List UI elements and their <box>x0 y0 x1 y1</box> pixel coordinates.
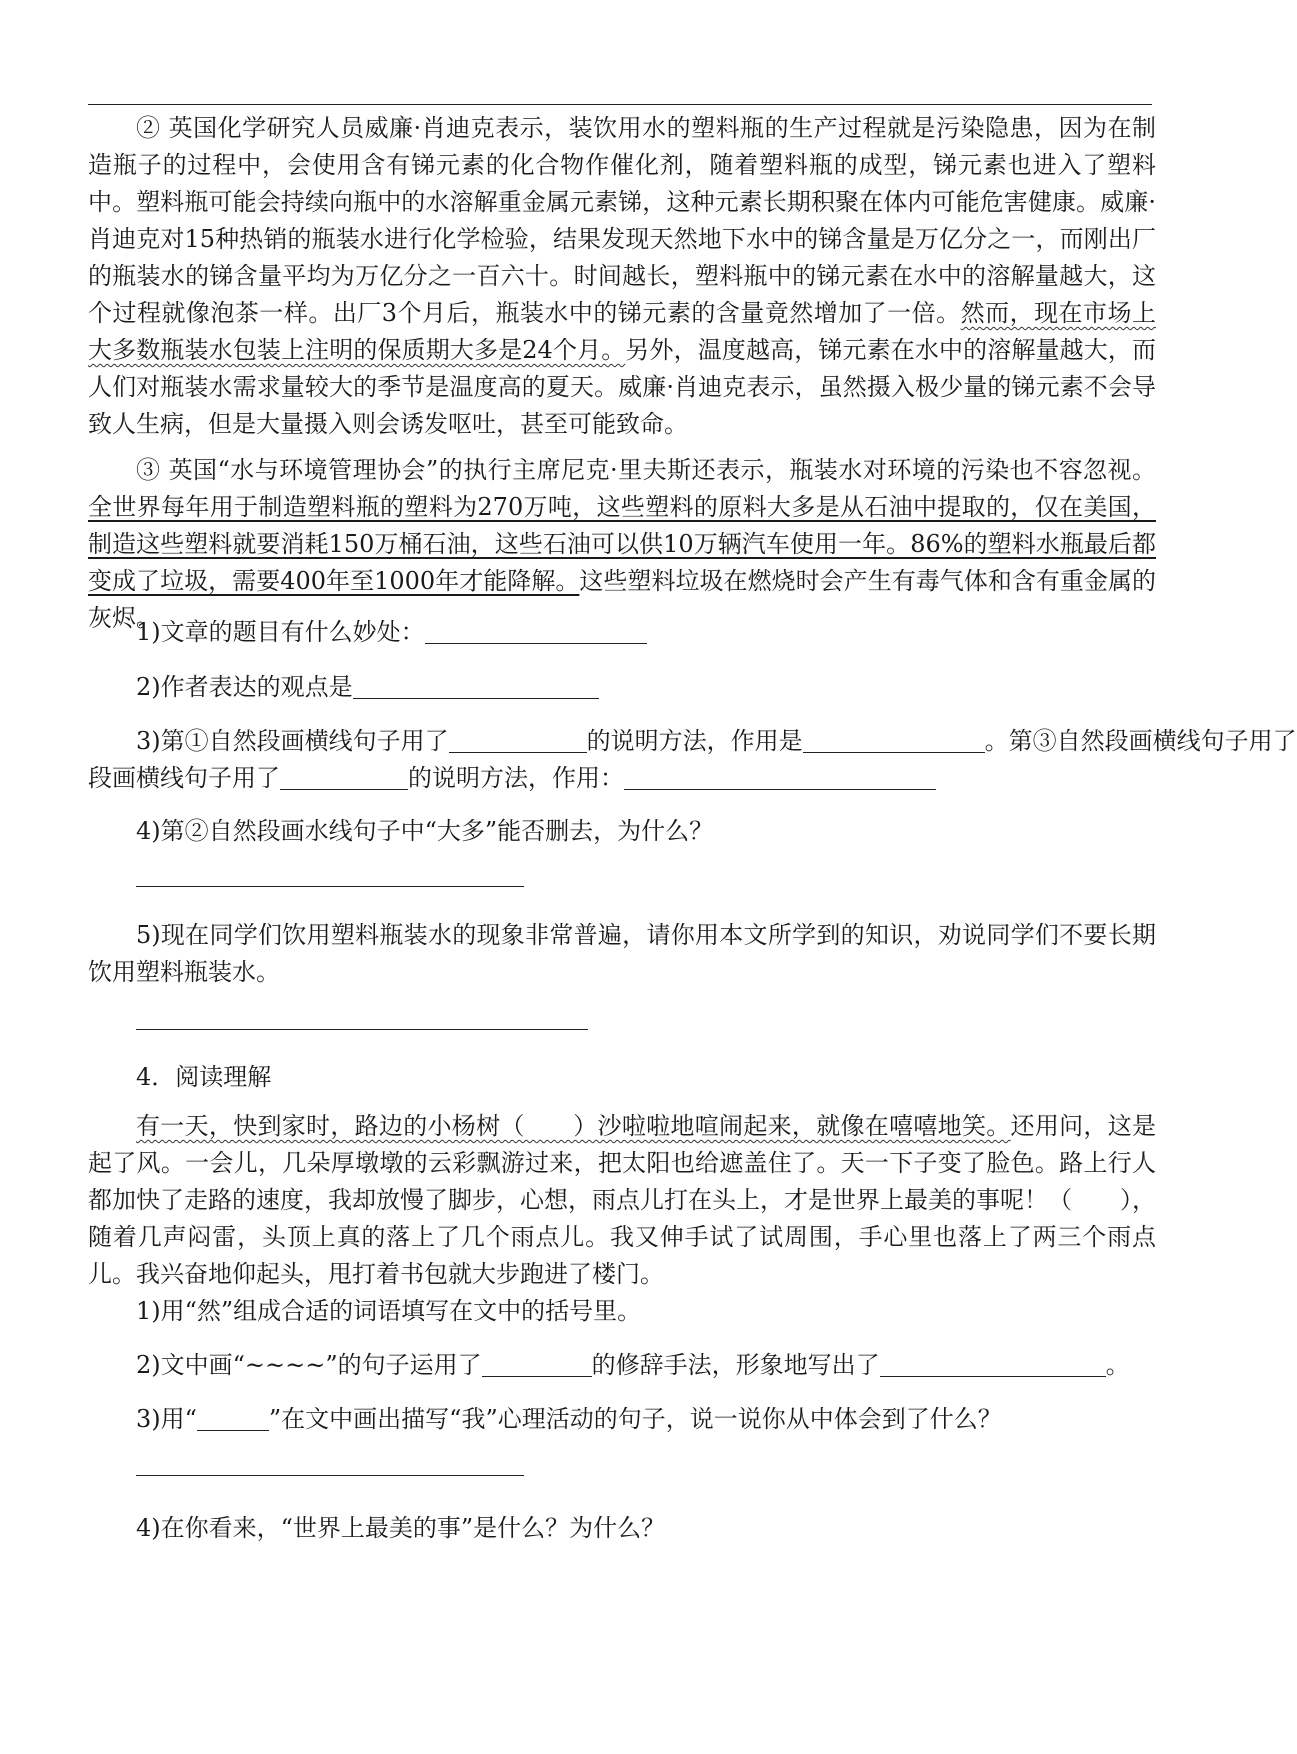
question-4-answer-line[interactable] <box>136 886 524 887</box>
question-5 <box>88 917 1156 991</box>
paragraph-2-text-b: 另外，温度越高，锑元素在水中的溶解量越大，而人们对瓶装水需求量较大的季节是温度高的夏天。威廉·肖迪克表示，虽然摄入极少量的锑元素不会导致人生病，但是大量摄入则会诱发呕吐，甚至可能致命。 <box>88 336 1156 438</box>
section-4-question-2-text-b: 的修辞手法，形象地写出了 <box>591 1351 880 1379</box>
story-text: 还用问，这是起了风。一会儿，几朵厚墩墩的云彩飘游过来，把太阳也给遮盖住了。天一下子变了脸色。路上行人都加快了走路的速度，我却放慢了脚步，心想，雨点儿打在头上，才是世界上最美的事呢！（ ），随着几声闷雷，头顶上真的落上了几个雨点儿。我又伸手试了试周围，手心里也落上了两三个雨点儿。我兴奋地仰起头，甩打着书包就大步跑进了楼门。 <box>88 1112 1157 1288</box>
paragraph-2 <box>88 110 1156 443</box>
section-4-question-3-underline-sample <box>197 1408 269 1431</box>
question-4 <box>136 811 713 846</box>
paragraph-3-text-b: 这些塑料垃圾在燃烧时会产生有毒气体和含有重金属的灰烬。 <box>88 567 1156 632</box>
section-4-question-3-answer-line[interactable] <box>136 1475 524 1476</box>
question-4-text: 4)第②自然段画水线句子中“大多”能否删去，为什么？ <box>136 817 714 845</box>
question-3-blank-3[interactable] <box>280 763 408 790</box>
question-3-text-c: 。第③自然段画横线句子用了 <box>984 727 1297 755</box>
question-1 <box>136 612 647 647</box>
question-3-text-b: 的说明方法，作用是 <box>586 727 803 755</box>
question-1-text: 1)文章的题目有什么妙处： <box>136 618 425 646</box>
question-5-answer-line[interactable] <box>136 1029 588 1030</box>
section-4-question-3-text-b: ”在文中画出描写“我”心理活动的句子，说一说你从中体会到了什么？ <box>268 1405 1002 1433</box>
paragraph-2-wavy-sentence: 然而，现在市场上大多数瓶装水包装上注明的保质期大多是24个月。 <box>88 299 1156 364</box>
section-4-question-2-text-c: 。 <box>1105 1351 1130 1379</box>
story-paragraph <box>88 1108 1156 1293</box>
question-2-blank[interactable] <box>353 672 599 699</box>
section-4-question-1-text: 1)用“然”组成合适的词语填写在文中的括号里。 <box>136 1297 642 1325</box>
question-3-line-1 <box>136 721 1297 756</box>
question-3-blank-1[interactable] <box>449 726 587 753</box>
section-4-question-4-text: 4)在你看来，“世界上最美的事”是什么？为什么？ <box>136 1514 666 1542</box>
section-4-question-3-text-a: 3)用“ <box>136 1405 197 1433</box>
paragraph-3 <box>88 452 1156 637</box>
question-3-line-2 <box>88 758 936 793</box>
section-4-question-2-blank-1[interactable] <box>482 1350 592 1377</box>
section-4-question-3 <box>136 1399 1002 1434</box>
paragraph-2-text-a: ② 英国化学研究人员威廉·肖迪克表示，装饮用水的塑料瓶的生产过程就是污染隐患，因为在制造瓶子的过程中，会使用含有锑元素的化合物作催化剂，随着塑料瓶的成型，锑元素也进入了塑料中。塑料瓶可能会持续向瓶中的水溶解重金属元素锑，这种元素长期积聚在体内可能危害健康。威廉·肖迪克对15种热销的瓶装水进行化学检验，结果发现天然地下水中的锑含量是万亿分之一，而刚出厂的瓶装水的锑含量平均为万亿分之一百六十。时间越长，塑料瓶中的锑元素在水中的溶解量越大，这个过程就像泡茶一样。出厂3个月后，瓶装水中的锑元素的含量竟然增加了一倍。 <box>88 114 1156 327</box>
section-4-question-2-text-a: 2)文中画“~~~~”的句子运用了 <box>136 1351 482 1379</box>
question-3-text-a: 3)第①自然段画横线句子用了 <box>136 727 449 755</box>
question-2-text: 2)作者表达的观点是 <box>136 673 353 701</box>
question-2 <box>136 667 599 702</box>
question-3-blank-4[interactable] <box>624 763 936 790</box>
question-3-blank-2[interactable] <box>803 726 985 753</box>
section-4-question-1 <box>136 1291 641 1326</box>
question-5-text: 5)现在同学们饮用塑料瓶装水的现象非常普遍，请你用本文所学到的知识，劝说同学们不要长期饮用塑料瓶装水。 <box>88 921 1156 986</box>
section-4-question-2 <box>136 1345 1130 1380</box>
paragraph-3-text-a: ③ 英国“水与环境管理协会”的执行主席尼克·里夫斯还表示，瓶装水对环境的污染也不容忽视。 <box>136 456 1156 484</box>
story-wavy-sentence: 有一天，快到家时，路边的小杨树（ ）沙啦啦地喧闹起来，就像在嘻嘻地笑。 <box>136 1112 1011 1140</box>
section-4-title-text: 4．阅读理解 <box>136 1063 272 1091</box>
question-3-text-c2: 段画横线句子用了 <box>88 764 280 792</box>
section-4-question-4 <box>136 1508 665 1543</box>
header-rule <box>88 104 1152 105</box>
section-4-question-2-blank-2[interactable] <box>880 1350 1106 1377</box>
section-4-title <box>136 1057 271 1092</box>
paragraph-3-underlined-sentence: 全世界每年用于制造塑料瓶的塑料为270万吨，这些塑料的原料大多是从石油中提取的，仅在美国，制造这些塑料就要消耗150万桶石油，这些石油可以供10万辆汽车使用一年。86%的塑料水瓶最后都变成了垃圾，需要400年至1000年才能降解。 <box>88 493 1156 595</box>
question-3-text-d: 的说明方法，作用： <box>408 764 624 792</box>
question-1-blank[interactable] <box>425 617 647 644</box>
